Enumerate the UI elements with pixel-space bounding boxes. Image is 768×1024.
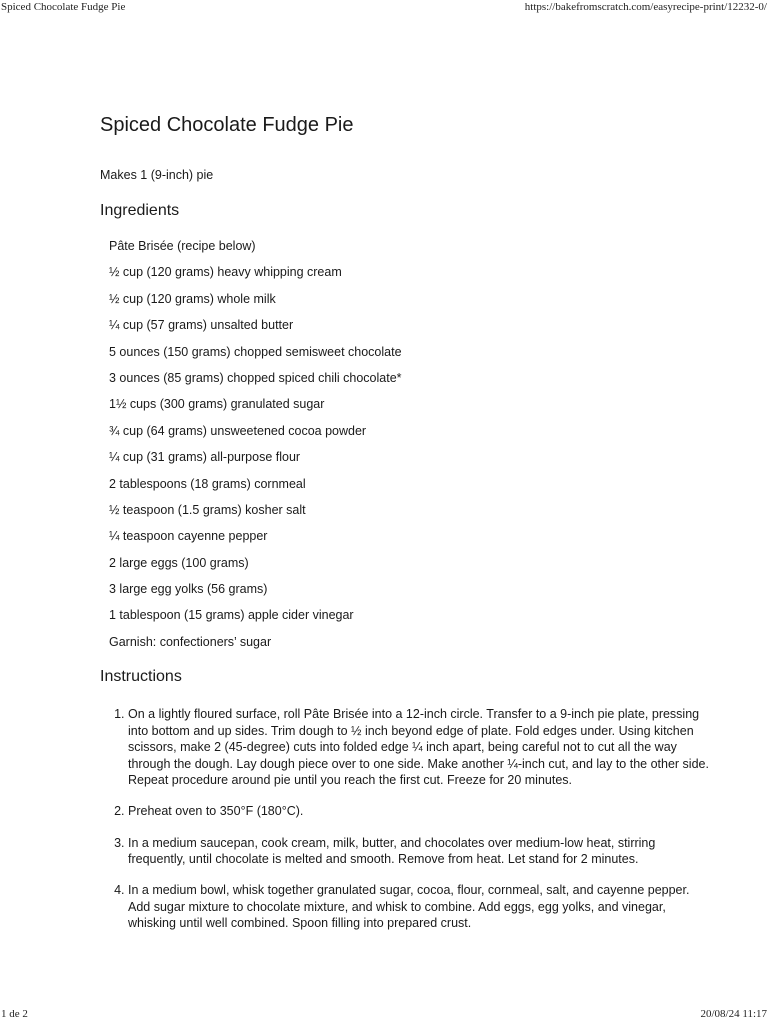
ingredient-item: ½ cup (120 grams) heavy whipping cream (109, 265, 342, 280)
print-header-url: https://bakefromscratch.com/easyrecipe-print/12232-0/ (524, 1, 767, 13)
ingredient-item: 1 tablespoon (15 grams) apple cider vinegar (109, 608, 354, 623)
recipe-content (100, 112, 710, 931)
print-header-title: Spiced Chocolate Fudge Pie (1, 1, 126, 13)
recipe-yield: Makes 1 (9-inch) pie (100, 168, 214, 182)
page-number: 1 de 2 (1, 1008, 28, 1020)
recipe-title: Spiced Chocolate Fudge Pie (100, 114, 354, 136)
ingredient-item: 3 ounces (85 grams) chopped spiced chili chocolate* (109, 370, 402, 385)
instructions-heading: Instructions (100, 668, 182, 685)
print-datetime: 20/08/24 11:17 (700, 1008, 767, 1020)
ingredient-list (109, 238, 402, 660)
ingredient-item: ¼ cup (31 grams) all-purpose flour (109, 450, 301, 465)
ingredients-heading: Ingredients (100, 202, 180, 219)
ingredient-item: 2 large eggs (100 grams) (109, 555, 249, 570)
ingredient-item: ¼ cup (57 grams) unsalted butter (109, 318, 294, 333)
instruction-list (100, 706, 710, 947)
ingredient-item: 1½ cups (300 grams) granulated sugar (109, 397, 325, 412)
ingredient-item: ¼ teaspoon cayenne pepper (109, 529, 268, 544)
instruction-step: 1. On a lightly floured surface, roll Pâte Brisée into a 12-inch circle. Transfer to a 9-inch pie plate, pressing into bottom and up sides. Trim dough to ½ inch beyond edge of plate. Fold edges under. Using kitchen scissors, make 2 (45-degree) cuts into folded edge ¼ inch apart, being careful not to cut all the way through the dough. Lay dough piece over to one side. Make another ¼-inch cut, and lay to the other side. Repeat procedure around pie until you reach the first cut. Freeze for 20 minutes. (128, 706, 710, 789)
print-footer (0, 1008, 768, 1020)
instruction-step: 3. In a medium saucepan, cook cream, milk, butter, and chocolates over medium-low heat, stirring frequently, until chocolate is melted and smooth. Remove from heat. Let stand for 2 minutes. (128, 835, 710, 868)
ingredient-item: ½ cup (120 grams) whole milk (109, 291, 276, 306)
ingredient-item: ½ teaspoon (1.5 grams) kosher salt (109, 502, 306, 517)
instruction-step: 4. In a medium bowl, whisk together granulated sugar, cocoa, flour, cornmeal, salt, and cayenne pepper. Add sugar mixture to chocolate mixture, and whisk to combine. Add eggs, egg yolks, and vinegar, whisking until well combined. Spoon filling into prepared crust. (128, 882, 710, 932)
print-header (0, 1, 768, 13)
ingredient-item: 5 ounces (150 grams) chopped semisweet chocolate (109, 344, 402, 359)
ingredient-item: Garnish: confectioners’ sugar (109, 634, 272, 649)
ingredient-item: ¾ cup (64 grams) unsweetened cocoa powder (109, 423, 367, 438)
ingredient-item: 2 tablespoons (18 grams) cornmeal (109, 476, 306, 491)
ingredient-item: Pâte Brisée (recipe below) (109, 239, 256, 253)
instruction-step: 2. Preheat oven to 350°F (180°C). (128, 803, 710, 820)
ingredient-item: 3 large egg yolks (56 grams) (109, 582, 268, 597)
